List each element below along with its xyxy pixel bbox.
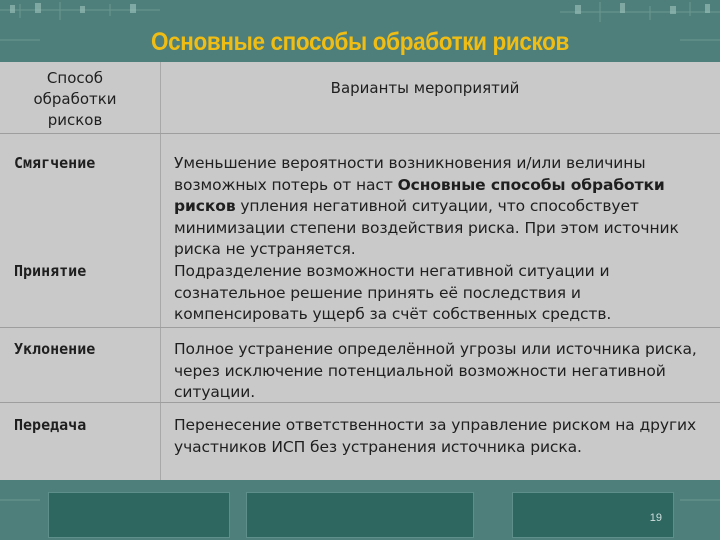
column-divider [160,62,161,480]
row-name-avoidance: Уклонение [14,340,96,358]
header-method: Способ обработки рисков [33,69,117,129]
row-desc-mitigation [174,153,704,261]
footer-panel-left [48,492,230,538]
row-desc-acceptance: Подразделение возможности негативной ситуации и сознательное решение принять её последствия и компенсировать ущерб за счёт собственных средств. [174,262,612,323]
row-desc-avoidance: Полное устранение определённой угрозы или источника риска, через исключение потенциальной возможности негативной ситуации. [174,340,697,401]
desc-part-1: Уменьшение вероятности возникновения и/или величины возможных потерь от наст [174,154,646,194]
footer-panel-middle [246,492,474,538]
desc-part-3: уплeния негативной ситуации, что способствует минимизации степени воздействия риска. При этом источник риска не устраняется. [174,197,679,258]
row-divider [0,402,720,403]
row-desc-transfer: Перенесение ответственности за управление риском на других участников ИСП без устранения источника риска. [174,416,697,456]
risk-methods-table [0,62,720,480]
row-divider [0,327,720,328]
row-name-transfer: Передача [14,416,87,434]
desc-part-2: Основные способы обработки рисков [174,175,665,215]
header-measures: Варианты мероприятий [330,79,520,97]
row-name-acceptance: Принятие [14,262,87,280]
page-number: 19 [649,512,662,524]
row-name-mitigation: Смягчение [14,154,96,172]
slide-title: Основные способы обработки рисков [150,28,570,56]
row-divider [0,133,720,134]
